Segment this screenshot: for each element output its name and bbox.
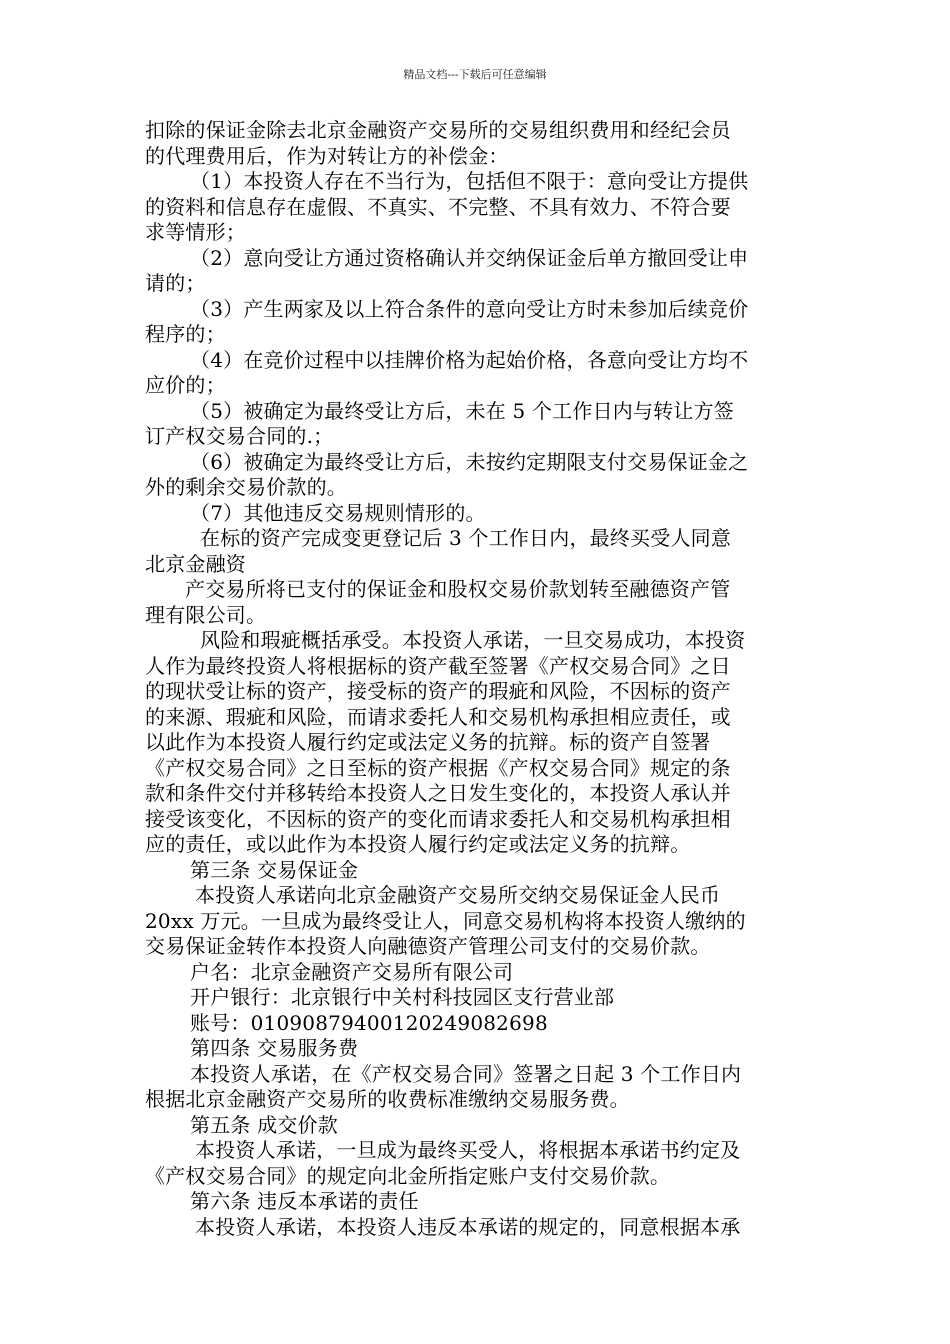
text-line: 程序的；: [145, 322, 226, 346]
text-line: 接受该变化，不因标的资产的变化而请求委托人和交易机构承担相: [145, 806, 731, 831]
text-line: 的现状受让标的资产，接受标的资产的瑕疵和风险，不因标的资产: [145, 679, 731, 703]
text-line: 的代理费用后，作为对转让方的补偿金：: [145, 143, 509, 168]
text-line: 应价的；: [145, 373, 226, 397]
text-line: 第四条 交易服务费: [190, 1036, 359, 1060]
text-line: 求等情形；: [145, 220, 246, 244]
text-line: （7）其他违反交易规则情形的。: [190, 500, 486, 525]
text-line: 在标的资产完成变更登记后 3 个工作日内，最终买受人同意: [200, 526, 732, 550]
text-line: 开户银行：北京银行中关村科技园区支行营业部: [190, 985, 615, 1009]
text-line: 产交易所将已支付的保证金和股权交易价款划转至融德资产管: [185, 577, 731, 601]
text-line: （4）在竞价过程中以挂牌价格为起始价格，各意向受让方均不: [190, 347, 749, 372]
text-line: （6）被确定为最终受让方后，未按约定期限支付交易保证金之: [190, 449, 749, 474]
text-line: 订产权交易合同的.；: [145, 424, 334, 448]
text-line: 第三条 交易保证金: [190, 857, 359, 882]
text-line: 以此作为本投资人履行约定或法定义务的抗辩。标的资产自签署: [145, 730, 711, 754]
text-line: 北京金融资: [145, 551, 246, 576]
text-line: （1）本投资人存在不当行为，包括但不限于：意向受让方提供: [190, 169, 749, 193]
text-line: 交易保证金转作本投资人向融德资产管理公司支付的交易价款。: [145, 934, 711, 958]
text-line: 本投资人承诺向北京金融资产交易所交纳交易保证金人民币: [195, 883, 721, 907]
text-line: 第六条 违反本承诺的责任: [190, 1189, 419, 1213]
text-line: 款和条件交付并移转给本投资人之日发生变化的，本投资人承认并: [145, 781, 731, 805]
text-line: 风险和瑕疵概括承受。本投资人承诺，一旦交易成功，本投资: [200, 628, 746, 652]
document-body: [145, 118, 810, 1240]
text-line: 账号：01090879400120249082698: [190, 1010, 548, 1035]
text-line: 根据北京金融资产交易所的收费标准缴纳交易服务费。: [145, 1087, 630, 1111]
text-line: 《产权交易合同》之日至标的资产根据《产权交易合同》规定的条: [145, 755, 731, 780]
text-line: 本投资人承诺，本投资人违反本承诺的规定的，同意根据本承: [195, 1214, 741, 1239]
text-line: 扣除的保证金除去北京金融资产交易所的交易组织费用和经纪会员: [145, 118, 731, 142]
text-line: 第五条 成交价款: [190, 1112, 338, 1137]
text-line: 请的；: [145, 271, 206, 295]
text-line: 20xx 万元。一旦成为最终受让人，同意交易机构将本投资人缴纳的: [145, 908, 746, 933]
text-line: 外的剩余交易价款的。: [145, 475, 347, 499]
page-header: 精品文档---下载后可任意编辑: [403, 68, 547, 81]
text-line: 本投资人承诺，在《产权交易合同》签署之日起 3 个工作日内: [190, 1061, 742, 1086]
text-line: （2）意向受让方通过资格确认并交纳保证金后单方撤回受让申: [190, 245, 749, 270]
text-line: 户名：北京金融资产交易所有限公司: [190, 959, 514, 984]
text-line: 的来源、瑕疵和风险，而请求委托人和交易机构承担相应责任，或: [145, 704, 731, 729]
text-line: （3）产生两家及以上符合条件的意向受让方时未参加后续竞价: [190, 296, 749, 321]
text-line: 应的责任，或以此作为本投资人履行约定或法定义务的抗辩。: [145, 832, 691, 856]
text-line: 《产权交易合同》的规定向北金所指定账户支付交易价款。: [145, 1163, 671, 1188]
text-line: 的资料和信息存在虚假、不真实、不完整、不具有效力、不符合要: [145, 194, 731, 219]
text-line: 本投资人承诺，一旦成为最终买受人，将根据本承诺书约定及: [195, 1138, 741, 1162]
text-line: （5）被确定为最终受让方后，未在 5 个工作日内与转让方签: [190, 398, 734, 423]
text-line: 人作为最终投资人将根据标的资产截至签署《产权交易合同》之日: [145, 653, 731, 678]
text-line: 理有限公司。: [145, 602, 267, 627]
